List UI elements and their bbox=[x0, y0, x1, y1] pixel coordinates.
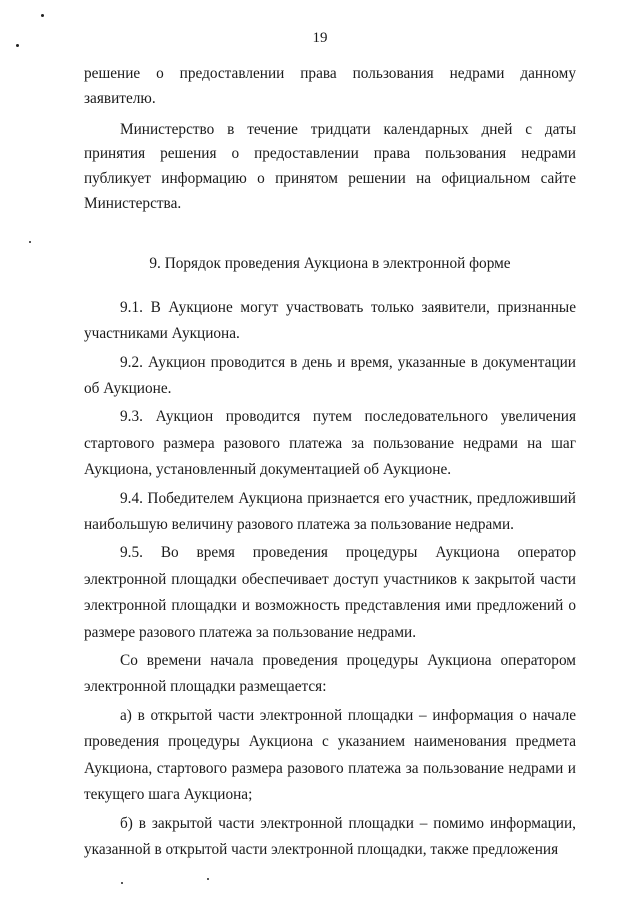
paragraph-publication: Министерство в течение тридцати календарных дней с даты принятия решения о предоставлении права пользования недрами публикует информацию о принятом решении на официальном сайте Министерства. bbox=[84, 120, 576, 212]
paragraph-placement: Со времени начала проведения процедуры Аукциона оператором электронной площадки размещается: bbox=[84, 652, 576, 696]
item-9-2: 9.2. Аукцион проводится в день и время, указанные в документации об Аукционе. bbox=[84, 353, 576, 397]
subitem-a: а) в открытой части электронной площадки – информация о начале проведения процедуры Аукциона с указанием наименования предмета Аукциона, стартового размера разового платежа за пользование недрами и текущего шага Аукциона; bbox=[84, 706, 576, 804]
scan-speck bbox=[29, 241, 31, 243]
item-9-1: 9.1. В Аукционе могут участвовать только заявители, признанные участниками Аукциона. bbox=[84, 298, 576, 343]
item-9-5: 9.5. Во время проведения процедуры Аукциона оператор электронной площадки обеспечивает доступ участников к закрытой части электронной площадки и возможность представления ими предложений о размере разового платежа за пользование недрами. bbox=[84, 544, 576, 641]
scan-speck bbox=[41, 14, 44, 17]
section-heading: 9. Порядок проведения Аукциона в электронной форме bbox=[149, 254, 511, 272]
paragraph-continuation: решение о предоставлении права пользования недрами данному заявителю. bbox=[84, 65, 576, 107]
document-body bbox=[84, 62, 576, 863]
item-9-3: 9.3. Аукцион проводится путем последовательного увеличения стартового размера разового платежа за пользование недрами на шаг Аукциона, установленный документацией об Аукционе. bbox=[84, 408, 576, 479]
scan-speck bbox=[121, 882, 123, 884]
item-9-4: 9.4. Победителем Аукциона признается его участник, предложивший наибольшую величину разового платежа за пользование недрами. bbox=[84, 489, 576, 534]
page-number: 19 bbox=[312, 30, 328, 46]
scan-speck bbox=[207, 878, 209, 880]
subitem-b: б) в закрытой части электронной площадки – помимо информации, указанной в открытой части электронной площадки, также предложения bbox=[84, 814, 576, 858]
